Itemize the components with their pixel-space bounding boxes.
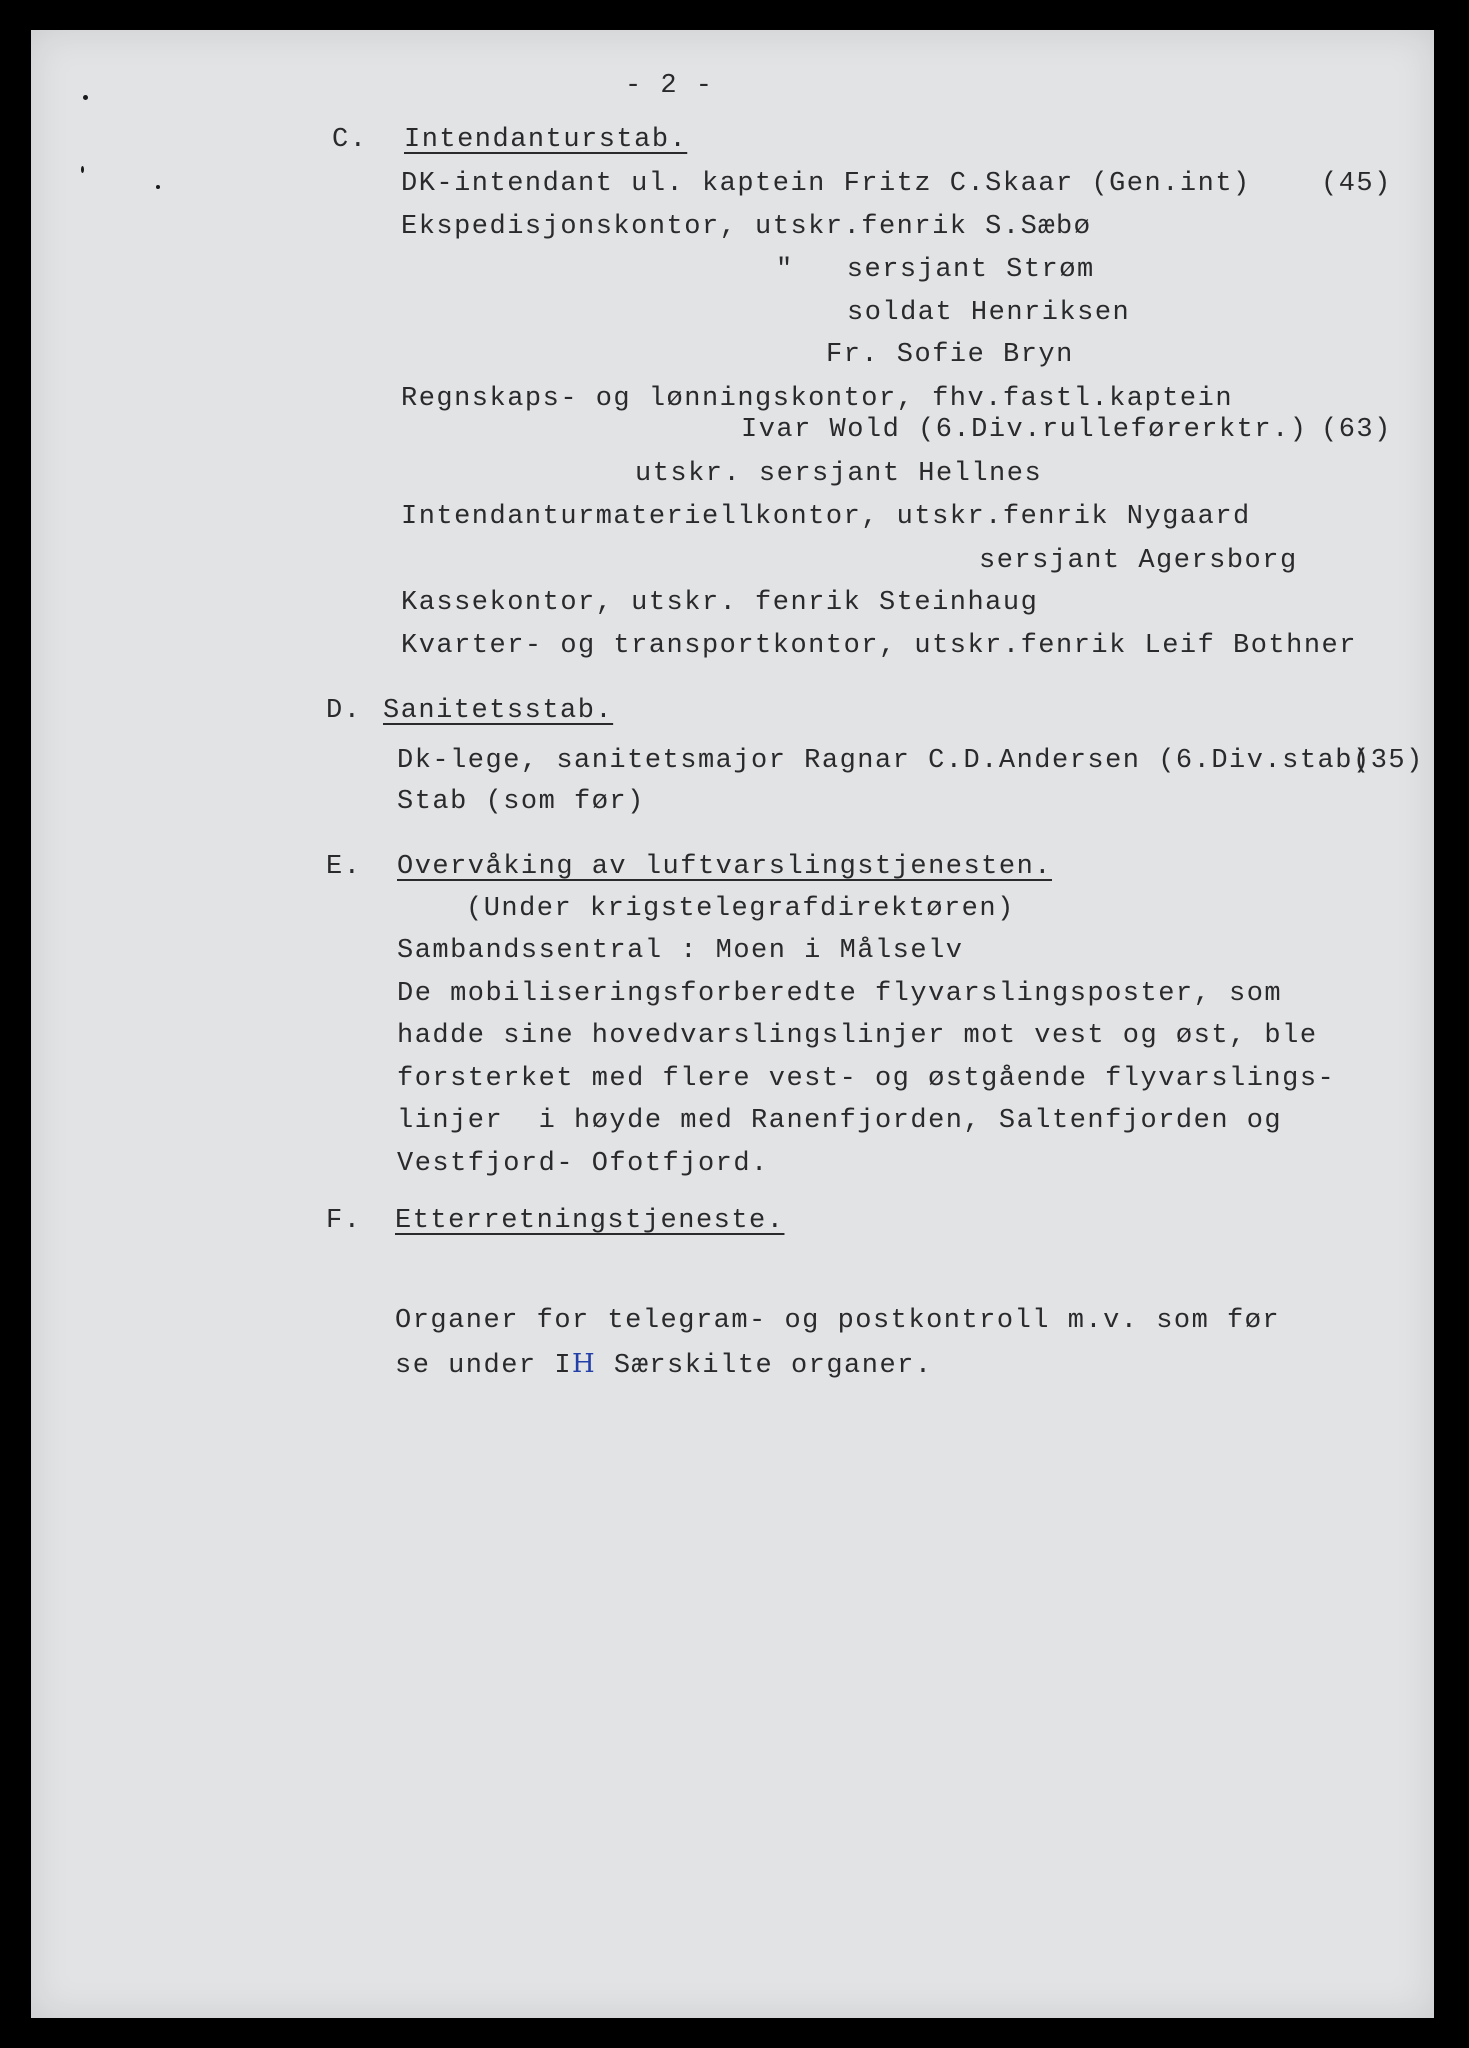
section-c-ref: (63): [1321, 415, 1392, 445]
section-c-line: sersjant Agersborg: [979, 546, 1298, 576]
section-d-ref: (35): [1353, 746, 1424, 776]
section-c-line: " sersjant Strøm: [776, 255, 1095, 285]
section-e-line: De mobiliseringsforberedte flyvarslingsposter, som: [397, 979, 1283, 1009]
section-c-line: soldat Henriksen: [847, 298, 1131, 328]
section-f-line: Organer for telegram- og postkontroll m.v. som før: [395, 1306, 1281, 1336]
section-c-letter: C.: [332, 125, 368, 155]
section-c-line: Ekspedisjonskontor, utskr.fenrik S.Sæbø: [401, 212, 1092, 242]
margin-speck: [156, 185, 160, 189]
document-page: [31, 30, 1434, 2018]
section-c-line: Intendanturmateriellkontor, utskr.fenrik Nygaard: [401, 502, 1251, 532]
section-c-line: utskr. sersjant Hellnes: [635, 459, 1043, 489]
section-e-line: Sambandssentral : Moen i Målselv: [397, 936, 964, 966]
section-f-letter: F.: [326, 1206, 362, 1236]
section-f-line-2-end: Særskilte organer.: [596, 1351, 933, 1381]
margin-speck: [83, 95, 88, 100]
section-c-line: Kassekontor, utskr. fenrik Steinhaug: [401, 588, 1039, 618]
section-e-line: linjer i høyde med Ranenfjorden, Saltenfjorden og: [397, 1106, 1283, 1136]
section-d-title: Sanitetsstab.: [383, 696, 614, 726]
section-e-line: hadde sine hovedvarslingslinjer mot vest og øst, ble: [397, 1021, 1318, 1051]
section-e-line: (Under krigstelegrafdirektøren): [466, 894, 1015, 924]
section-d-line: Stab (som før): [397, 787, 645, 817]
section-d-line: Dk-lege, sanitetsmajor Ragnar C.D.Andersen (6.Div.stab): [397, 746, 1371, 776]
section-e-line: Vestfjord- Ofotfjord.: [397, 1149, 769, 1179]
section-c-title: Intendanturstab.: [404, 125, 688, 155]
section-c-line: Regnskaps- og lønningskontor, fhv.fastl.kaptein: [401, 384, 1234, 414]
section-f-title: Etterretningstjeneste.: [395, 1206, 785, 1236]
margin-speck: [81, 166, 84, 173]
section-f-line-2-start: se under I: [395, 1351, 573, 1381]
section-e-line: forsterket med flere vest- og østgående flyvarslings-: [397, 1064, 1336, 1094]
section-c-line: DK-intendant ul. kaptein Fritz C.Skaar (Gen.int): [401, 169, 1251, 199]
section-c-line: Kvarter- og transportkontor, utskr.fenrik Leif Bothner: [401, 631, 1357, 661]
section-c-ref: (45): [1321, 169, 1392, 199]
section-d-letter: D.: [326, 696, 362, 726]
section-e-title: Overvåking av luftvarslingstjenesten.: [397, 852, 1052, 882]
section-c-line: Fr. Sofie Bryn: [826, 340, 1074, 370]
handwritten-annotation: H: [572, 1349, 597, 1379]
section-e-letter: E.: [326, 852, 362, 882]
section-f-line-2: [395, 1348, 933, 1382]
section-c-line: Ivar Wold (6.Div.rulleførerktr.): [741, 415, 1308, 445]
page-number: - 2 -: [625, 71, 714, 101]
